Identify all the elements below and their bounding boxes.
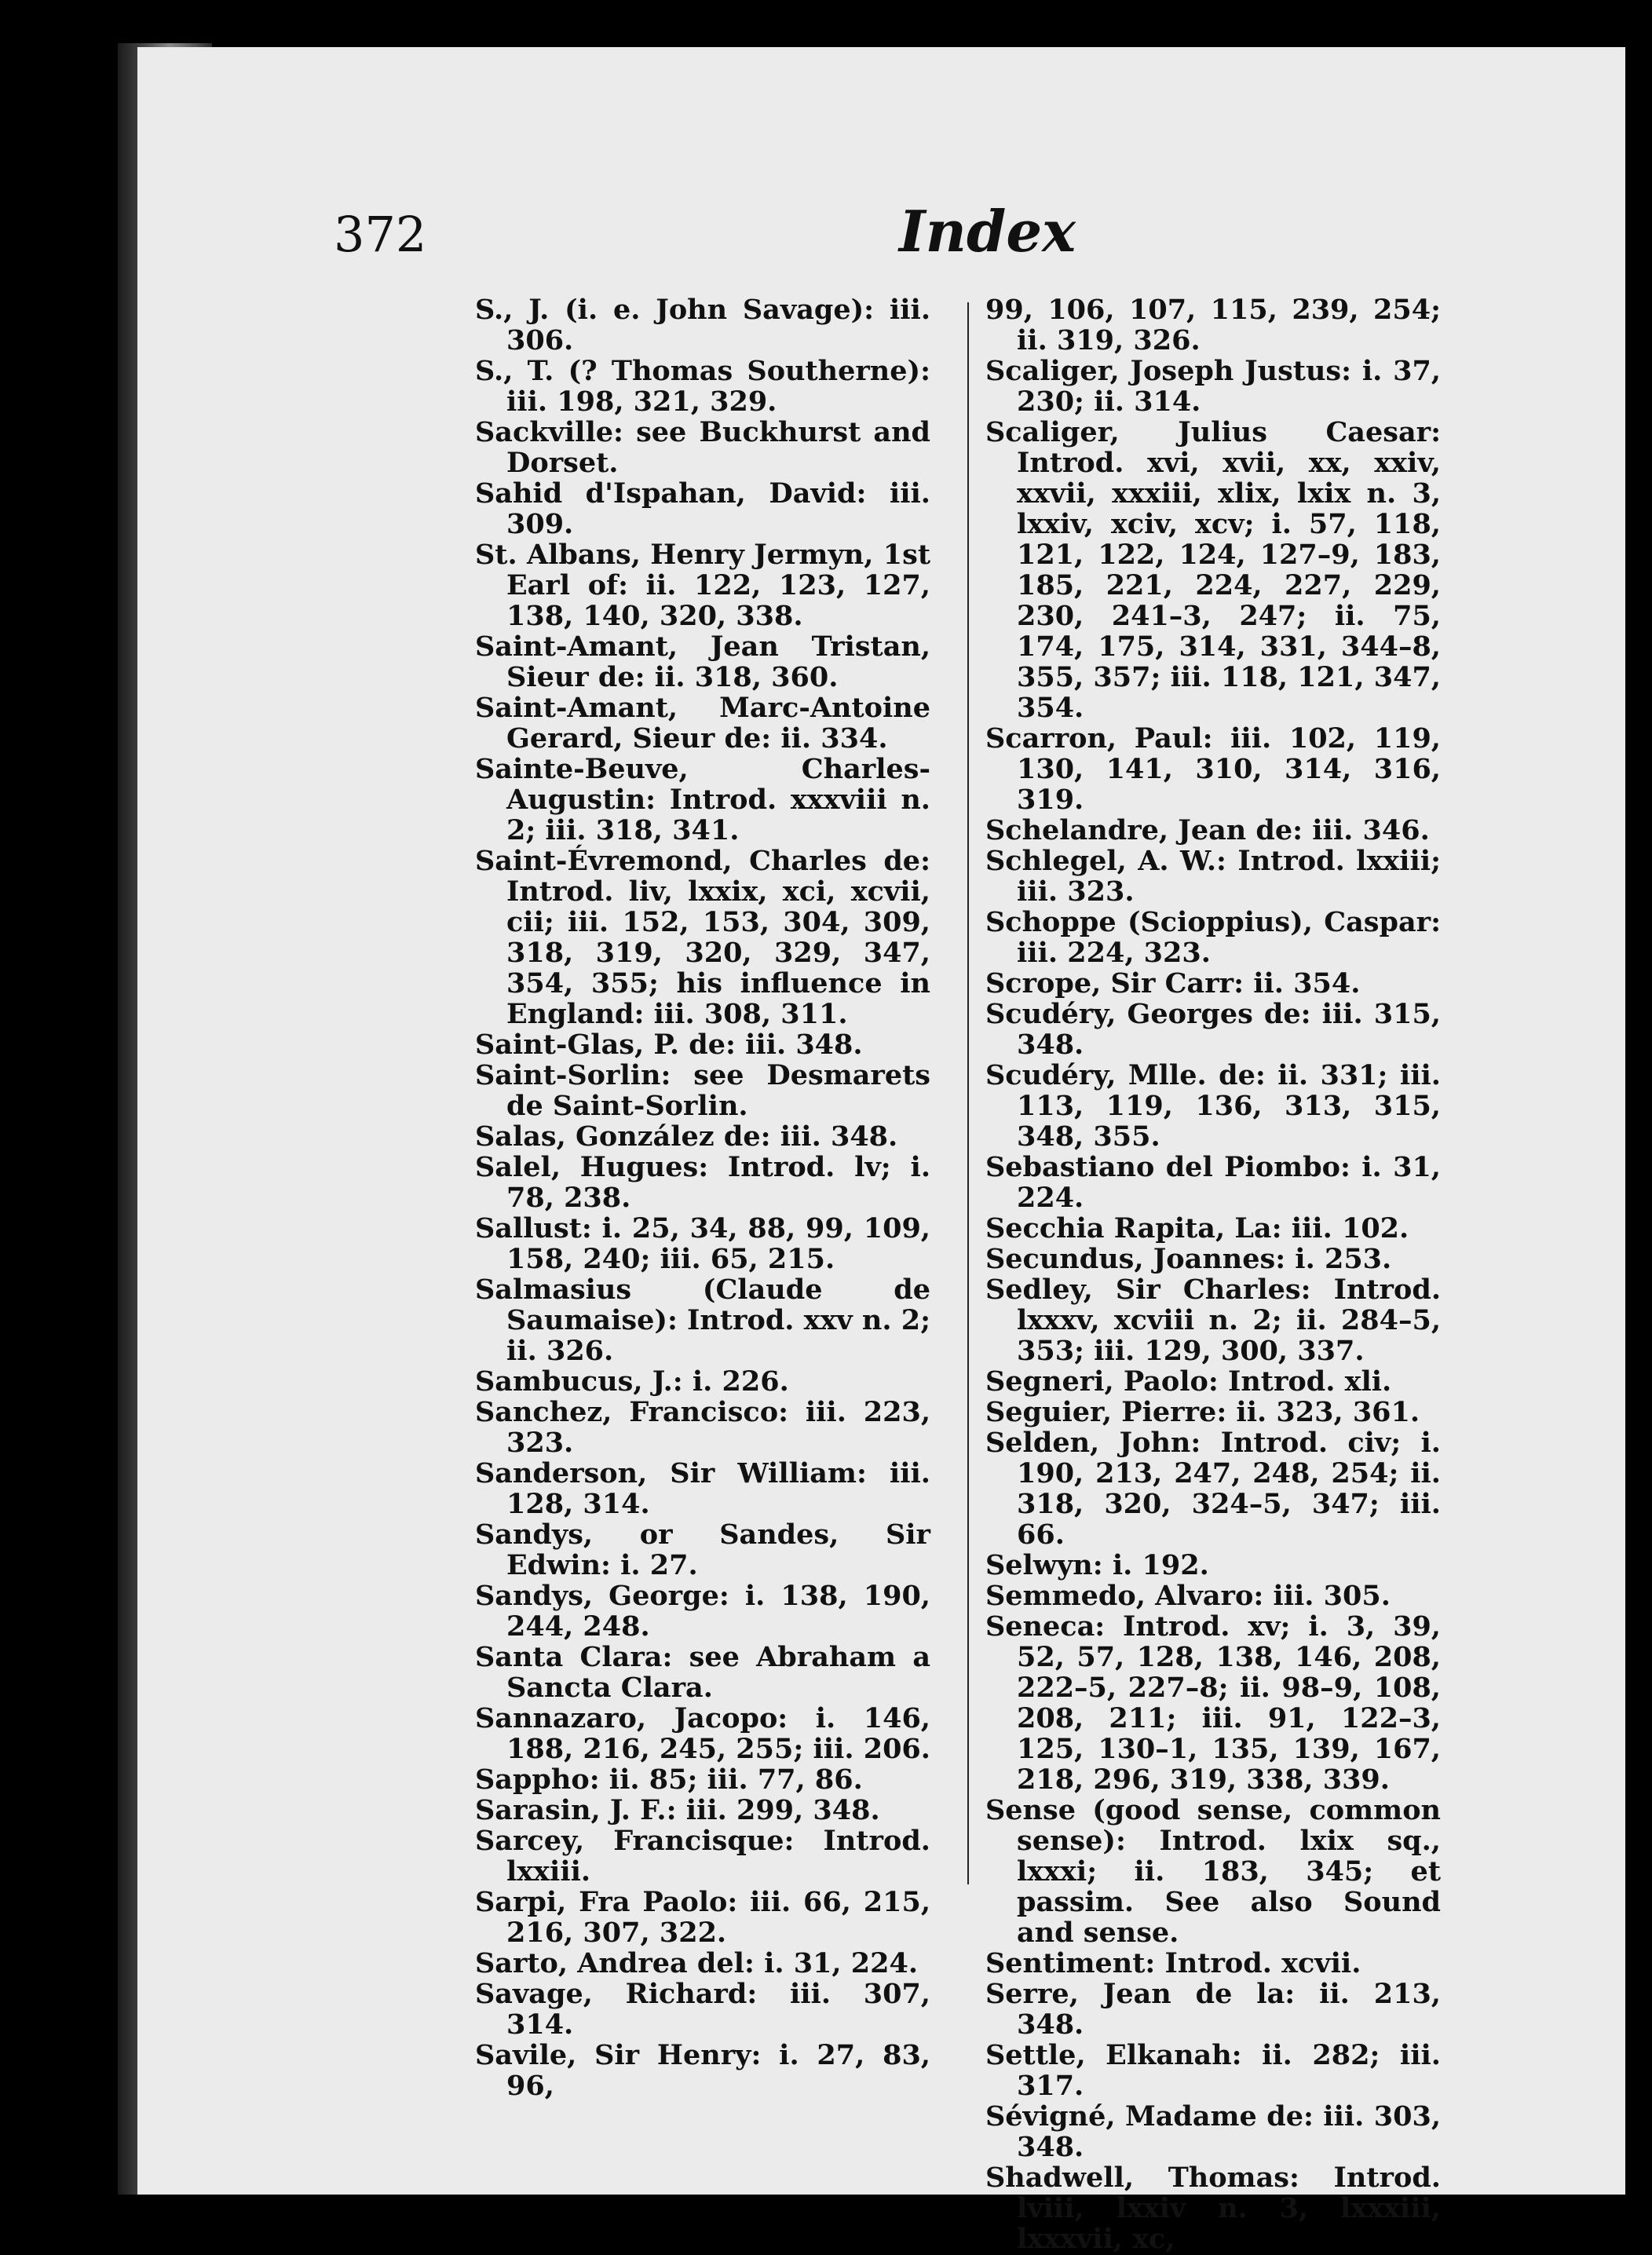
index-entry: Sannazaro, Jacopo: i. 146, 188, 216, 245, 255; iii. 206. [475,1702,930,1765]
index-entry: Seguier, Pierre: ii. 323, 361. [985,1396,1420,1428]
index-entry: Sentiment: Introd. xcvii. [985,1947,1361,1979]
index-entry: Saint-Glas, P. de: iii. 348. [475,1029,863,1061]
index-entry: Sappho: ii. 85; iii. 77, 86. [475,1763,863,1796]
index-entry: Sanchez, Francisco: iii. 223, 323. [475,1396,930,1459]
index-entry: Saint-Sorlin: see Desmarets de Saint-Sorlin. [475,1059,930,1122]
index-entry: Santa Clara: see Abraham a Sancta Clara. [475,1641,930,1704]
index-entry: Scudéry, Mlle. de: ii. 331; iii. 113, 119, 136, 313, 315, 348, 355. [985,1059,1441,1153]
index-entry: Salas, González de: iii. 348. [475,1120,898,1153]
index-entry: Salel, Hugues: Introd. lv; i. 78, 238. [475,1151,930,1214]
index-entry: Sarpi, Fra Paolo: iii. 66, 215, 216, 307, 322. [475,1886,930,1949]
index-entry: Sallust: i. 25, 34, 88, 99, 109, 158, 240; iii. 65, 215. [475,1212,930,1275]
index-entry: Scaliger, Joseph Justus: i. 37, 230; ii. 314. [985,355,1441,418]
index-entry: Saint-Amant, Jean Tristan, Sieur de: ii. 318, 360. [475,630,930,693]
index-entry: Sarcey, Francisque: Introd. lxxiii. [475,1825,930,1888]
index-entry: Schoppe (Scioppius), Caspar: iii. 224, 323. [985,906,1441,969]
index-entry: Sense (good sense, common sense): Introd. lxix sq., lxxxi; ii. 183, 345; et passim. See also Sound and sense. [985,1794,1441,1949]
index-entry: Seneca: Introd. xv; i. 3, 39, 52, 57, 128, 138, 146, 208, 222–5, 227–8; ii. 98–9, 108, 208, 211; iii. 91, 122–3, 125, 130–1, 135, 139, 167, 218, 296, 319, 338, 339. [985,1610,1441,1796]
index-entry: Segneri, Paolo: Introd. xli. [985,1365,1392,1398]
index-entry: Semmedo, Alvaro: iii. 305. [985,1580,1391,1612]
page-number: 372 [334,206,427,263]
index-entry: Sévigné, Madame de: iii. 303, 348. [985,2100,1441,2163]
index-column-right [985,294,1441,2254]
index-entry: Scaliger, Julius Caesar: Introd. xvi, xvii, xx, xxiv, xxvii, xxxiii, xlix, lxix n. 3, lxxiv, xciv, xcv; i. 57, 118, 121, 122, 124, 127–9, 183, 185, 221, 224, 227, 229, 230, 241–3, 247; ii. 75, 174, 175, 314, 331, 344–8, 355, 357; iii. 118, 121, 347, 354. [985,416,1441,724]
index-entry: Sarto, Andrea del: i. 31, 224. [475,1947,919,1979]
running-head: Index [899,198,1076,265]
index-entry: Sarasin, J. F.: iii. 299, 348. [475,1794,880,1826]
index-entry: Sahid d'Ispahan, David: iii. 309. [475,477,930,540]
index-entry: Scarron, Paul: iii. 102, 119, 130, 141, 310, 314, 316, 319. [985,722,1441,816]
index-entry: Sambucus, J.: i. 226. [475,1365,789,1398]
index-entry: St. Albans, Henry Jermyn, 1st Earl of: ii. 122, 123, 127, 138, 140, 320, 338. [475,539,930,632]
index-entry: Secchia Rapita, La: iii. 102. [985,1212,1409,1244]
index-entry: Sackville: see Buckhurst and Dorset. [475,416,930,479]
index-entry: Scudéry, Georges de: iii. 315, 348. [985,998,1441,1061]
index-entry: S., J. (i. e. John Savage): iii. 306. [475,294,930,356]
index-entry: Schlegel, A. W.: Introd. lxxiii; iii. 323. [985,845,1441,908]
index-entry: S., T. (? Thomas Southerne): iii. 198, 321, 329. [475,355,930,418]
index-entry: Saint-Amant, Marc-Antoine Gerard, Sieur de: ii. 334. [475,692,930,755]
index-entry: Saint-Évremond, Charles de: Introd. liv, lxxix, xci, xcvii, cii; iii. 152, 153, 304, 309, 318, 319, 320, 329, 347, 354, 355; his influence in England: iii. 308, 311. [475,845,930,1030]
index-entry: Scrope, Sir Carr: ii. 354. [985,967,1361,1000]
index-entry: 99, 106, 107, 115, 239, 254; ii. 319, 326. [985,294,1441,356]
index-entry: Sandys, George: i. 138, 190, 244, 248. [475,1580,930,1643]
index-entry: Sebastiano del Piombo: i. 31, 224. [985,1151,1441,1214]
index-column-left [475,294,930,2101]
index-entry: Sandys, or Sandes, Sir Edwin: i. 27. [475,1519,930,1581]
index-entry: Savile, Sir Henry: i. 27, 83, 96, [475,2039,930,2102]
index-entry: Schelandre, Jean de: iii. 346. [985,814,1430,846]
column-divider [967,302,969,1884]
index-entry: Sedley, Sir Charles: Introd. lxxxv, xcviii n. 2; ii. 284–5, 353; iii. 129, 300, 337. [985,1274,1441,1367]
index-entry: Selden, John: Introd. civ; i. 190, 213, 247, 248, 254; ii. 318, 320, 324–5, 347; iii. 66. [985,1427,1441,1551]
index-entry: Settle, Elkanah: ii. 282; iii. 317. [985,2039,1441,2102]
index-entry: Salmasius (Claude de Saumaise): Introd. xxv n. 2; ii. 326. [475,1274,931,1367]
index-entry: Selwyn: i. 192. [985,1549,1209,1581]
index-entry: Serre, Jean de la: ii. 213, 348. [985,1978,1441,2041]
index-entry: Sanderson, Sir William: iii. 128, 314. [475,1457,930,1520]
index-entry: Sainte-Beuve, Charles-Augustin: Introd. xxxviii n. 2; iii. 318, 341. [475,753,930,846]
index-entry: Secundus, Joannes: i. 253. [985,1243,1392,1275]
index-entry: Savage, Richard: iii. 307, 314. [475,1978,930,2041]
index-entry: Shadwell, Thomas: Introd. lviii, lxxiv n. 3, lxxxiii, lxxxvii, xc, [985,2162,1441,2255]
